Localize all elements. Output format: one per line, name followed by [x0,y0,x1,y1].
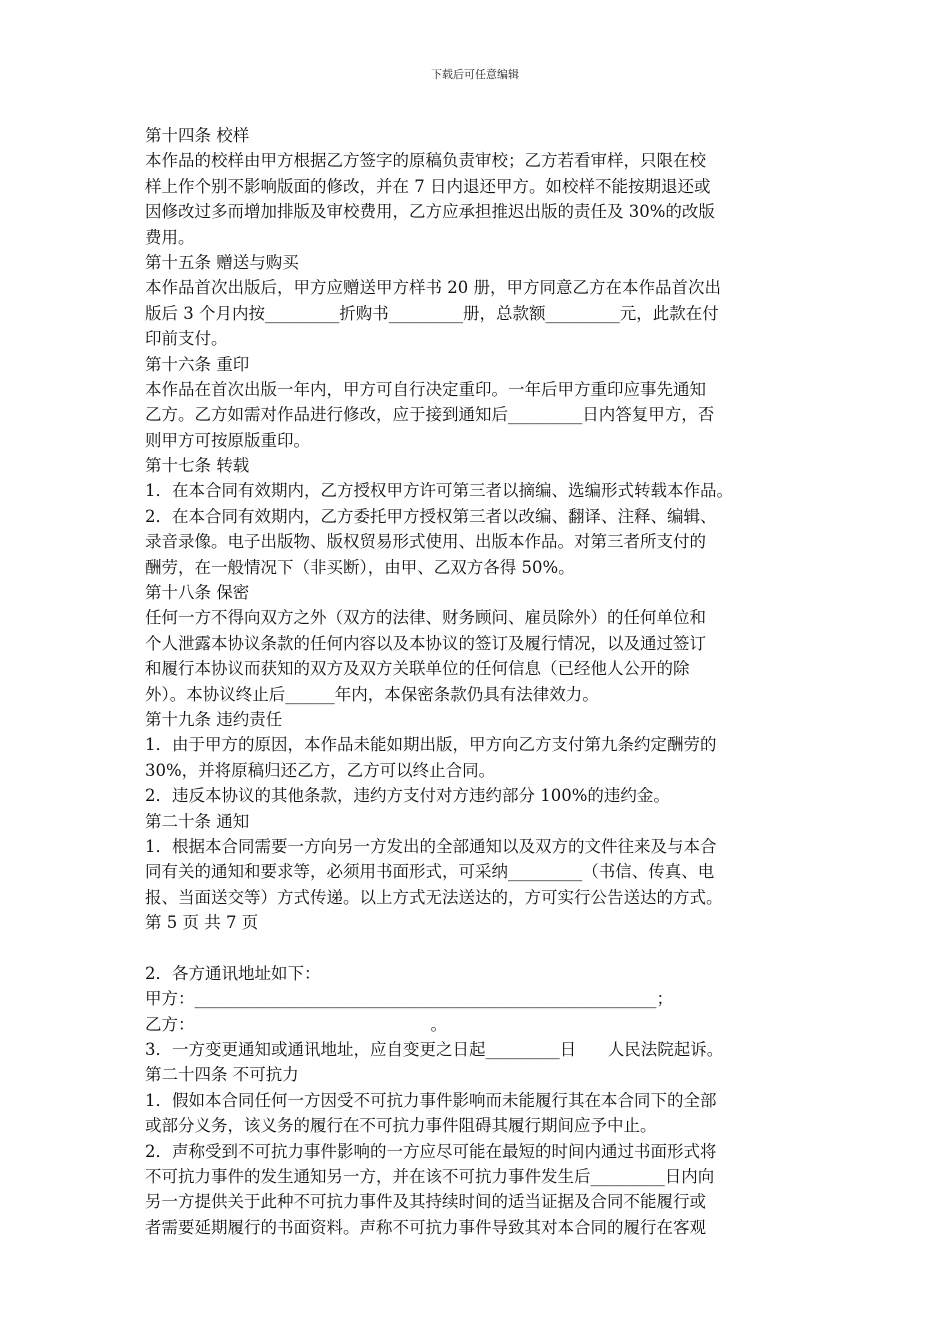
text-line: 1．在本合同有效期内，乙方授权甲方许可第三者以摘编、选编形式转载本作品。 [145,481,733,501]
text-line: 2．各方通讯地址如下： [145,963,321,983]
text-line: 1．假如本合同任何一方因受不可抗力事件影响而未能履行其在本合同下的全部 [145,1090,717,1110]
page-header: 下载后可任意编辑 [431,68,519,81]
text-line: 本作品的校样由甲方根据乙方签字的原稿负责审校；乙方若看审样，只限在校 [145,151,706,171]
text-line: 2．在本合同有效期内，乙方委托甲方授权第三者以改编、翻译、注释、编辑、 [145,506,717,526]
text-line: 因修改过多而增加排版及审校费用，乙方应承担推迟出版的责任及 30%的改版 [145,202,715,222]
text-line: 报、当面送交等）方式传递。以上方式无法送达的，方可实行公告送达的方式。 [145,887,723,907]
text-line: 录音录像。电子出版物、版权贸易形式使用、出版本作品。对第三者所支付的 [145,532,706,552]
text-line: 2．违反本协议的其他条款，违约方支付对方违约部分 100%的违约金。 [145,786,670,806]
section-heading: 第十四条 校样 [145,126,250,145]
section-heading: 第十六条 重印 [145,354,250,374]
section-heading: 第十九条 违约责任 [145,709,283,729]
document-body [145,123,817,1240]
text-line: 本作品在首次出版一年内，甲方可自行决定重印。一年后甲方重印应事先通知 [145,379,706,399]
text-line: 1．根据本合同需要一方向另一方发出的全部通知以及双方的文件往来及与本合 [145,836,717,856]
text-line: 乙方： 。 [145,1014,448,1034]
text-line: 酬劳，在一般情况下（非买断），由甲、乙双方各得 50%。 [145,557,575,577]
section-heading: 第二十条 通知 [145,811,250,831]
section-heading: 第二十四条 不可抗力 [145,1065,299,1085]
text-line: 乙方。乙方如需对作品进行修改，应于接到通知后_________日内答复甲方，否 [145,405,715,425]
text-line: 版后 3 个月内按_________折购书_________册，总款额_________元，此款在付 [145,303,719,323]
text-line: 印前支付。 [145,329,228,349]
text-line: 本作品首次出版后，甲方应赠送甲方样书 20 册，甲方同意乙方在本作品首次出 [145,278,721,298]
text-line: 任何一方不得向双方之外（双方的法律、财务顾问、雇员除外）的任何单位和 [145,608,706,628]
page-number: 第 5 页 共 7 页 [145,913,259,933]
text-line: 个人泄露本协议条款的任何内容以及本协议的签订及履行情况，以及通过签订 [145,633,706,653]
text-line: 甲方：________________________________________________________； [145,989,673,1009]
text-line: 1．由于甲方的原因，本作品未能如期出版，甲方向乙方支付第九条约定酬劳的 [145,735,717,755]
section-heading: 第十七条 转载 [145,456,250,476]
text-line: 2．声称受到不可抗力事件影响的一方应尽可能在最短的时间内通过书面形式将 [145,1141,717,1161]
text-line: 则甲方可按原版重印。 [145,430,310,450]
text-line: 和履行本协议而获知的双方及双方关联单位的任何信息（已经他人公开的除 [145,659,690,679]
text-line: 另一方提供关于此种不可抗力事件及其持续时间的适当证据及合同不能履行或 [145,1192,706,1212]
text-line: 样上作个别不影响版面的修改，并在 7 日内退还甲方。如校样不能按期退还或 [145,176,711,196]
page-break-spacer [145,936,817,961]
text-line: 不可抗力事件的发生通知另一方，并在该不可抗力事件发生后_________日内向 [145,1167,715,1187]
text-line: 30%，并将原稿归还乙方，乙方可以终止合同。 [145,760,496,780]
text-line: 同有关的通知和要求等，必须用书面形式，可采纳_________（书信、传真、电 [145,862,715,882]
text-line: 外）。本协议终止后______年内，本保密条款仍具有法律效力。 [145,684,599,704]
text-line: 费用。 [145,227,195,247]
text-line: 3．一方变更通知或通讯地址，应自变更之日起_________日 人民法院起诉。 [145,1040,724,1060]
section-heading: 第十五条 赠送与购买 [145,252,299,272]
section-heading: 第十八条 保密 [145,583,250,603]
text-line: 或部分义务，该义务的履行在不可抗力事件阻碍其履行期间应予中止。 [145,1116,657,1136]
text-line: 者需要延期履行的书面资料。声称不可抗力事件导致其对本合同的履行在客观 [145,1217,706,1237]
